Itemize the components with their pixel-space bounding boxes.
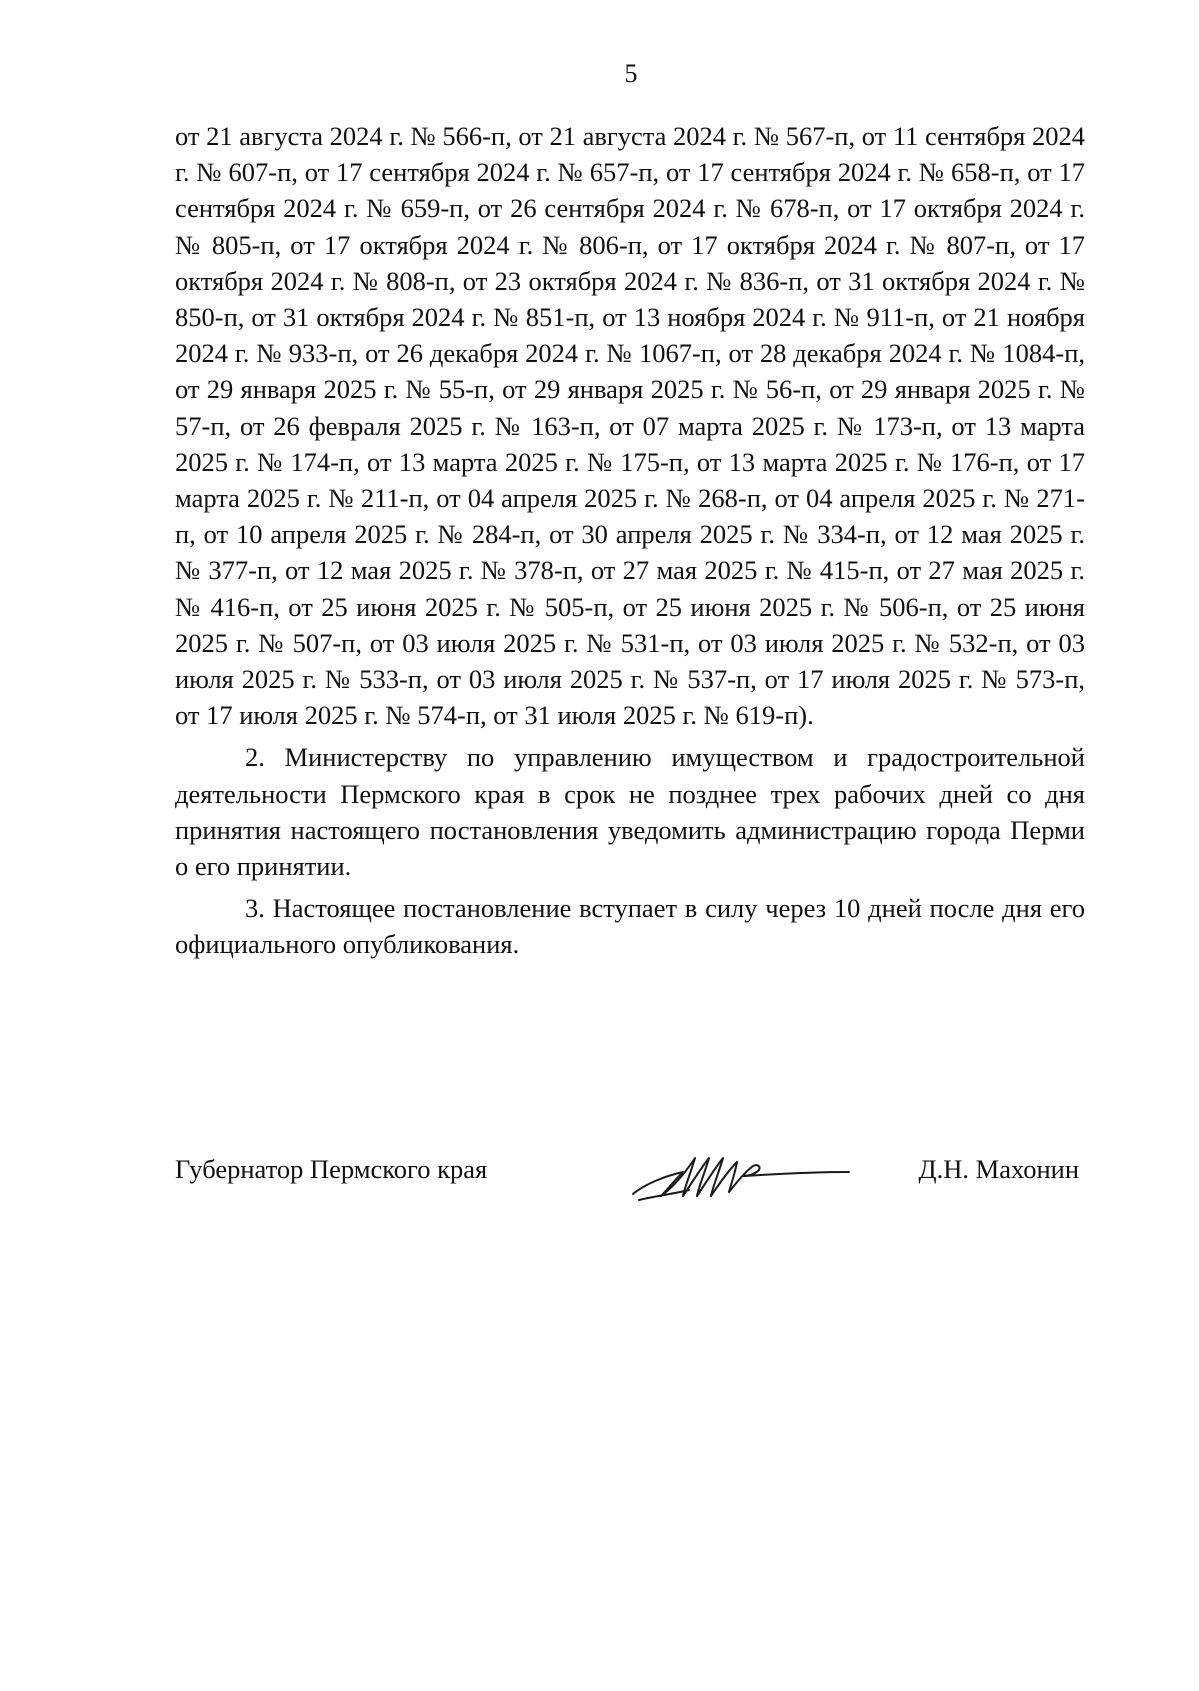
signatory-name: Д.Н. Махонин	[918, 1154, 1079, 1184]
paragraph-2-notification: 2. Министерству по управлению имуществом и градостроительной деятельности Пермского края в срок не позднее трех рабочих дней со дня принятия настоящего постановления уведомить администрацию города Перми о его принятии.	[175, 742, 1085, 882]
paragraph-decree-list: от 21 августа 2024 г. № 566-п, от 21 августа 2024 г. № 567-п, от 11 сентября 2024 г. № 607-п, от 17 сентября 2024 г. № 657-п, от 17 сентября 2024 г. № 658-п, от 17 сентября 2024 г. № 659-п, от 26 сентября 2024 г. № 678-п, от 17 октября 2024 г. № 805-п, от 17 октября 2024 г. № 806-п, от 17 октября 2024 г. № 807-п, от 17 октября 2024 г. № 808-п, от 23 октября 2024 г. № 836-п, от 31 октября 2024 г. № 850-п, от 31 октября 2024 г. № 851-п, от 13 ноября 2024 г. № 911-п, от 21 ноября 2024 г. № 933-п, от 26 декабря 2024 г. № 1067-п, от 28 декабря 2024 г. № 1084-п, от 29 января 2025 г. № 55-п, от 29 января 2025 г. № 56-п, от 29 января 2025 г. № 57-п, от 26 февраля 2025 г. № 163-п, от 07 марта 2025 г. № 173-п, от 13 марта 2025 г. № 174-п, от 13 марта 2025 г. № 175-п, от 13 марта 2025 г. № 176-п, от 17 марта 2025 г. № 211-п, от 04 апреля 2025 г. № 268-п, от 04 апреля 2025 г. № 271-п, от 10 апреля 2025 г. № 284-п, от 30 апреля 2025 г. № 334-п, от 12 мая 2025 г. № 377-п, от 12 мая 2025 г. № 378-п, от 27 мая 2025 г. № 415-п, от 27 мая 2025 г. № 416-п, от 25 июня 2025 г. № 505-п, от 25 июня 2025 г. № 506-п, от 25 июня 2025 г. № 507-п, от 03 июля 2025 г. № 531-п, от 03 июля 2025 г. № 532-п, от 03 июля 2025 г. № 533-п, от 03 июля 2025 г. № 537-п, от 17 июля 2025 г. № 573-п, от 17 июля 2025 г. № 574-п, от 31 июля 2025 г. № 619-п).	[175, 121, 1085, 731]
handwritten-signature-icon	[625, 1146, 855, 1206]
page-number: 5	[624, 59, 638, 88]
signature-block	[175, 1152, 1085, 1212]
document-body	[175, 118, 1085, 963]
signatory-position: Губернатор Пермского края	[175, 1154, 488, 1184]
paragraph-3-entry-into-force: 3. Настоящее постановление вступает в силу через 10 дней после дня его официального опубликования.	[175, 893, 1085, 960]
